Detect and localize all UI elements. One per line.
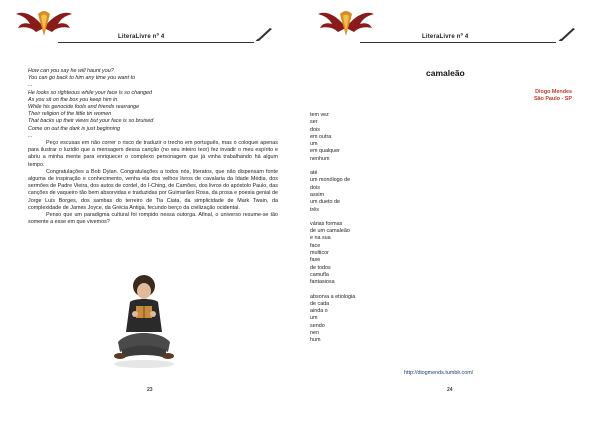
poem-line: e na sua <box>310 235 331 242</box>
author-credit <box>534 89 572 103</box>
magazine-title: LiteraLivre nº 4 <box>422 34 469 40</box>
poem-line: um <box>310 141 318 148</box>
page-number: 24 <box>447 387 453 393</box>
poem-line: hum <box>310 337 321 344</box>
lyric-line: ... <box>28 132 33 139</box>
essay-paragraph: Congratulações a Bob Dylan. Congratulações a todos nós, literatos, que não dispensam fonte alguma de inspiração e conhecimento, venha ela dos velhos livros de cavalaria da Idade Média, dos sermões de Padre Vieira, dos autos de cordel, do I-Ching, de Camões, dos livros do apóstolo Paulo, das canções de vaqueiro tão bem absorvidas e traduzidas por Guimarães Rosa, da prosa e poesia genial de Jorge Luis Borges, dos sambas do terreiro de Tia Ciata, da simplicidade de Mark Twain, da complexidade de James Joyce, da Grécia Antiga, fecundo berço da civilização ocidental. <box>28 168 278 211</box>
poem-line: um <box>310 315 318 322</box>
lyric-line: He looks so righteous while your face is so changed <box>28 89 153 96</box>
poem-stanza <box>310 294 430 345</box>
lyric-line: How can you say he will haunt you? <box>28 68 114 74</box>
poem-line: fantasiosa <box>310 279 335 286</box>
page-header <box>0 6 300 46</box>
poem-line: ainda o <box>310 308 328 315</box>
bob-dylan-photo <box>108 272 180 370</box>
magazine-title: LiteraLivre nº 4 <box>118 34 165 40</box>
essay-paragraph: Peço escusas em não correr o risco de traduzir o trecho em português, mas o coloquei apenas para ilustrar o luzidio que a mensagem dessa canção (no seu inteiro teor) fez invadir o meu espírito e abriu a minha mente para enriquecer o complexo personagem que já vinha trabalhando há algum tempo. <box>28 140 278 168</box>
page-header <box>300 6 600 46</box>
header-rule <box>58 42 254 43</box>
poem-line: de um camaleão <box>310 228 350 235</box>
poem-line: um dueto de <box>310 199 340 206</box>
lyric-line: Their religion of the little tin women <box>28 111 112 118</box>
right-page <box>300 0 600 424</box>
poem-line: em qualquer <box>310 148 340 155</box>
lyric-line: ... <box>28 82 33 89</box>
header-rule <box>360 42 556 43</box>
winged-logo-icon <box>316 6 376 42</box>
quill-pen-icon <box>255 26 273 42</box>
poem-stanza <box>310 170 430 214</box>
poem-stanza <box>310 221 430 287</box>
poem-line: três <box>310 206 319 213</box>
essay-text <box>28 140 278 226</box>
poem-line: dois <box>310 126 320 133</box>
lyric-line: While his genocide fools and friends rearrange <box>28 104 140 111</box>
poem-line: tem vez <box>310 112 329 118</box>
poem-title: camaleão <box>426 68 465 78</box>
page-number: 23 <box>147 387 153 393</box>
poem-line: nen <box>310 330 319 337</box>
author-blog-link[interactable]: http://diogmends.tumblr.com/ <box>404 370 474 376</box>
winged-logo-icon <box>14 6 74 42</box>
lyric-line: You can go back to him any time you want to <box>28 75 135 82</box>
author-place: São Paulo - SP <box>533 96 572 102</box>
poem-line: sendo <box>310 322 325 329</box>
poem-line: fase <box>310 257 321 264</box>
quill-pen-icon <box>558 26 576 42</box>
lyric-line: That backs up their views but your face is so bruised <box>28 118 154 125</box>
poem-line: nenhum <box>310 155 330 162</box>
poem-line: assim <box>310 191 325 198</box>
poem-line: em outra <box>310 133 332 140</box>
poem-line: um monólogo de <box>310 177 351 184</box>
author-name: Diogo Mendes <box>535 89 572 95</box>
poem-line: camufla <box>310 271 329 278</box>
poem-line: multicor <box>310 250 329 257</box>
poem-line: de todos <box>310 264 331 271</box>
lyric-line: Come on out the dark is just beginning <box>28 125 120 132</box>
essay-paragraph: Penso que um paradigma cultural foi rompido nessa outorga. Afinal, o universo resume-se tão somente a esse em que vivemos? <box>28 212 278 226</box>
poem-line: face <box>310 242 321 249</box>
poem-line: absorva a etiologia <box>310 293 356 300</box>
poem-line: de cada <box>310 300 330 307</box>
poem-line: várias formas <box>310 220 343 227</box>
poem-line: até <box>310 170 318 177</box>
song-lyrics <box>28 68 278 140</box>
lyric-line: As you sit on the box you keep him in <box>28 96 118 103</box>
poem-line: ser <box>310 119 318 126</box>
poem-stanza <box>310 112 430 163</box>
poem-body <box>310 112 430 352</box>
poem-line: dois <box>310 184 320 191</box>
